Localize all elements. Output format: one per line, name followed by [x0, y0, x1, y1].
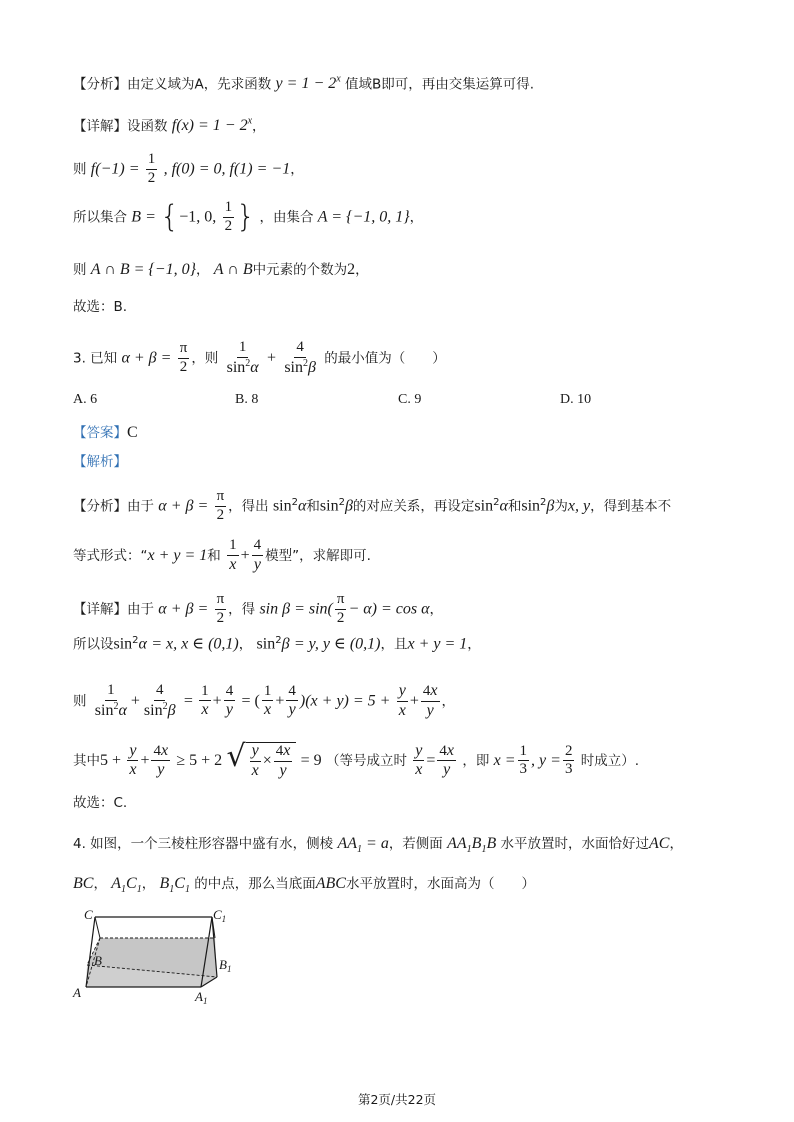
fraction-y-over-x: $\frac{y}{x}$ — [129, 741, 137, 779]
face-aa1b1b: $AA_1B_1B$ — [447, 835, 497, 856]
base-abc: ABC — [315, 875, 346, 892]
model-text: 模型”，求解即可. — [265, 547, 371, 564]
then-word: 则 — [73, 262, 87, 278]
fraction-2-over-3: $\frac{2}{3}$ — [564, 742, 573, 778]
analysis-line — [73, 75, 734, 92]
label-c: C — [84, 907, 93, 922]
x-domain: = x, x ∈ (0,1) — [151, 635, 239, 653]
left-brace: { — [160, 199, 180, 235]
analysis-b: ，得出 — [228, 498, 269, 515]
set-text: 所以设 — [73, 636, 114, 653]
detail-line — [73, 117, 734, 134]
cos-alpha-expr: − α) = cos α — [348, 600, 430, 618]
count-value: 2 — [347, 261, 356, 278]
xy-vars: x, y — [567, 497, 591, 515]
option-d[interactable]: D. 10 — [560, 392, 592, 407]
fraction-4-over-y: $\frac{4}{y}$ — [225, 682, 234, 719]
by-set-text: ，由集合 — [259, 209, 314, 226]
and-text: ，且 — [380, 636, 408, 653]
fraction-one-over-sin2a: $\frac{1}{\sin^2\alpha}$ — [94, 682, 127, 719]
then-word: 则 — [73, 161, 87, 178]
question-3-tail: 的最小值为（ ） — [324, 350, 446, 367]
intersection-symbol: A ∩ B — [213, 261, 253, 278]
jiexi-label: 【解析】 — [73, 454, 127, 470]
equality-note-b: ，即 — [462, 752, 490, 769]
edge-a1c1: $A_1C_1$ — [111, 875, 142, 896]
edge-bc: BC — [73, 875, 94, 892]
detail-a: 由于 — [127, 601, 154, 618]
fraction-4x-over-y: $\frac{4x}{y}$ — [153, 741, 169, 779]
f-values-rest: , f(0) = 0, f(1) = −1 — [163, 160, 291, 178]
equality-note-a: （等号成立时 — [325, 752, 407, 769]
question-4-line-1 — [73, 836, 734, 855]
fraction-1-over-3: $\frac{1}{3}$ — [519, 742, 528, 778]
comma: ， — [141, 876, 156, 892]
q4-text-a: 4. 如图，一个三棱柱形容器中盛有水，侧棱 — [73, 836, 334, 852]
comma: ， — [355, 262, 369, 278]
fraction-half-set: $\frac{1}{2}$ — [224, 199, 233, 234]
edge-b1c1: $B_1C_1$ — [159, 875, 190, 896]
fraction-y-over-x: $\frac{y}{x}$ — [415, 741, 423, 779]
q3-inequality-line: 其中5 + $\frac{y}{x}$ + $\frac{4x}{y}$ ≥ 5 + 2 √ $\frac{y}{x}$ × $\frac{4x}{y}$ = 9 （等号成立时 $\frac{y}{x}$ = $\frac{4x}{y}$ ，即 x = $\frac{1}{3}$ , y = $\frac{2}{3}$ 时成立）. — [73, 739, 640, 779]
and-word: 和 — [207, 547, 221, 564]
fraction-pi-over-2: $\frac{\pi}{2}$ — [216, 591, 225, 626]
x-plus-y-eq-1: x + y = 1 — [147, 546, 208, 564]
fraction-four-over-sin2b: $\frac{4}{\sin^2\beta}$ — [284, 339, 316, 376]
analysis-tag: 【分析】 — [73, 76, 127, 93]
detail-b: ，得 — [228, 601, 256, 618]
and-word: 和 — [306, 498, 320, 515]
form-text: 等式形式：“ — [73, 547, 148, 564]
label-a1: $A_1$ — [195, 989, 208, 1005]
fraction-1-over-x: $\frac{1}{x}$ — [263, 682, 272, 719]
answer-tag: 【答案】 — [73, 425, 127, 441]
fraction-one-over-sin2a: $\frac{1}{\sin^2\alpha}$ — [226, 339, 259, 376]
option-c[interactable]: C. 9 — [398, 392, 422, 407]
fraction-4x-over-y: $\frac{4x}{y}$ — [439, 741, 455, 779]
comma: ， — [196, 262, 210, 278]
detail-tag: 【详解】 — [73, 601, 127, 618]
set-a: A = {−1, 0, 1} — [317, 208, 410, 226]
fraction-pi-over-2: $\frac{\pi}{2}$ — [179, 340, 188, 375]
y-domain: = y, y ∈ (0,1) — [293, 635, 381, 653]
analysis-text-b: 值域B即可，再由交集运算可得. — [345, 76, 535, 93]
fraction-pi-over-2: $\frac{\pi}{2}$ — [336, 591, 345, 626]
comma: ， — [429, 601, 443, 618]
fraction-4-over-y: $\frac{4}{y}$ — [253, 537, 262, 573]
so-set-text: 所以集合 — [73, 209, 127, 226]
analysis-g: ，得到基本不 — [590, 498, 672, 515]
q3-substitution-line: 所以设$\sin^2\alpha = x$, x ∈ (0,1)， $\sin^2\beta = y$, y ∈ (0,1)，且x + y = 1， — [73, 635, 481, 653]
sqrt-expression: √ $\frac{y}{x}$ × $\frac{4x}{y}$ — [226, 742, 296, 780]
intersection-result: A ∩ B = {−1, 0} — [90, 261, 196, 278]
detail-tag: 【详解】 — [73, 118, 127, 135]
alpha-beta-condition: α + β = — [121, 349, 172, 367]
alpha-beta-condition: α + β = — [158, 600, 209, 618]
and-word: 和 — [507, 498, 522, 515]
select-c: 故选：C. — [73, 795, 128, 811]
comma: ， — [467, 636, 481, 653]
answer-value: C — [127, 424, 138, 441]
then-text: ，则 — [191, 350, 219, 367]
analysis-d: 的对应关系，再设定 — [352, 498, 475, 515]
q3-analysis-line-2: 等式形式：“x + y = 1和 $\frac{1}{x}$ + $\frac{4}{y}$ 模型”，求解即可. — [73, 537, 371, 573]
sin: sin — [272, 497, 292, 515]
comma: ， — [409, 209, 424, 226]
label-b: B — [94, 953, 102, 968]
question-4-line-2 — [73, 876, 734, 895]
comma: ， — [93, 876, 107, 892]
set-b-elements: −1, 0, — [179, 208, 217, 226]
fraction-four-over-sin2b: $\frac{4}{\sin^2\beta}$ — [143, 682, 176, 719]
q3-analysis-line: 【分析】由于 α + β = $\frac{\pi}{2}$ ，得出 $\sin^2\alpha$和$\sin^2\beta$的对应关系，再设定$\sin^2\alpha$和$\sin^2\beta$为x, y，得到基本不 — [73, 488, 672, 523]
set-b-line — [73, 200, 734, 235]
fraction-1-over-x: $\frac{1}{x}$ — [229, 537, 237, 573]
analysis-tag: 【分析】 — [73, 498, 127, 515]
select-c-line — [73, 797, 734, 811]
question-3-number: 3. 已知 — [73, 350, 118, 367]
option-b[interactable]: B. 8 — [235, 392, 259, 407]
analysis-text-a: 由定义域为A，先求函数 — [127, 76, 272, 93]
label-a: A — [73, 985, 81, 1000]
fraction-y-over-x: $\frac{y}{x}$ — [398, 682, 406, 719]
fraction-4-over-y: $\frac{4}{y}$ — [288, 682, 296, 719]
comma: ， — [238, 636, 253, 653]
sin-beta-expr: sin β = sin( — [259, 600, 333, 618]
edge-c-water — [95, 917, 100, 938]
aa1-equals-a: $AA_1 = a$ — [337, 835, 389, 856]
q4-text-d: 的中点，那么当底面 — [194, 876, 316, 892]
q3-expansion-line: 则 $\frac{1}{\sin^2\alpha}$ + $\frac{4}{\sin^2\beta}$ = $\frac{1}{x}$ + $\frac{4}{y}$ = ( $\frac{1}{x}$ + $\frac{4}{y}$ )(x + y) = 5 + $\frac{y}{x}$ + $\frac{4x}{y}$ ， — [73, 682, 456, 719]
edge-ac: AC — [649, 835, 670, 852]
set-b-label: B = — [131, 208, 156, 226]
question-3-stem — [73, 340, 734, 377]
jiexi-tag — [73, 456, 734, 470]
function-expression: $y = 1 - 2^x$ — [275, 74, 341, 93]
q4-text-b: ，若侧面 — [388, 836, 443, 852]
option-a[interactable]: A. 6 — [73, 392, 98, 407]
right-brace: } — [236, 199, 256, 235]
analysis-a: 由于 — [127, 498, 154, 515]
alpha-beta-condition: α + β = — [158, 497, 209, 515]
equality-note-c: 时成立）. — [580, 752, 640, 769]
f-minus-one: f(−1) = — [90, 160, 140, 178]
q4-text-c: 水平放置时，水面恰好过 — [500, 836, 650, 852]
fraction-1-over-x: $\frac{1}{x}$ — [201, 682, 209, 719]
comma: ， — [441, 693, 456, 710]
as-word: 为 — [554, 498, 568, 515]
select-b: 故选：B. — [73, 299, 128, 315]
prism-figure — [70, 905, 260, 1005]
question-3-options — [73, 393, 734, 409]
label-c1: $C_1$ — [213, 907, 227, 924]
detail-function: $f(x) = 1 - 2^x$ — [171, 116, 253, 135]
count-text: 中元素的个数为 — [252, 262, 348, 278]
x-plus-y-eq-1: x + y = 1 — [407, 635, 468, 653]
label-b1: $B_1$ — [219, 957, 232, 974]
plus-sign: + — [266, 349, 277, 367]
select-b-line — [73, 301, 734, 315]
detail-end: ， — [252, 118, 266, 135]
intersection-line — [73, 262, 734, 278]
answer-line — [73, 425, 734, 441]
detail-text: 设函数 — [127, 118, 168, 135]
fraction-4x-over-y: $\frac{4x}{y}$ — [422, 682, 438, 719]
then-word: 则 — [73, 693, 87, 710]
function-values-line — [73, 152, 734, 187]
fraction-half: $\frac{1}{2}$ — [147, 151, 156, 186]
q4-text-e: 水平放置时，水面高为（ ） — [345, 876, 535, 892]
q3-detail-line — [73, 592, 734, 627]
comma: ， — [290, 161, 304, 178]
fraction-pi-over-2: $\frac{\pi}{2}$ — [216, 488, 225, 523]
page-footer: 第2页/共22页 — [357, 1092, 437, 1107]
comma: ， — [669, 836, 683, 852]
where-word: 其中 — [73, 752, 100, 769]
